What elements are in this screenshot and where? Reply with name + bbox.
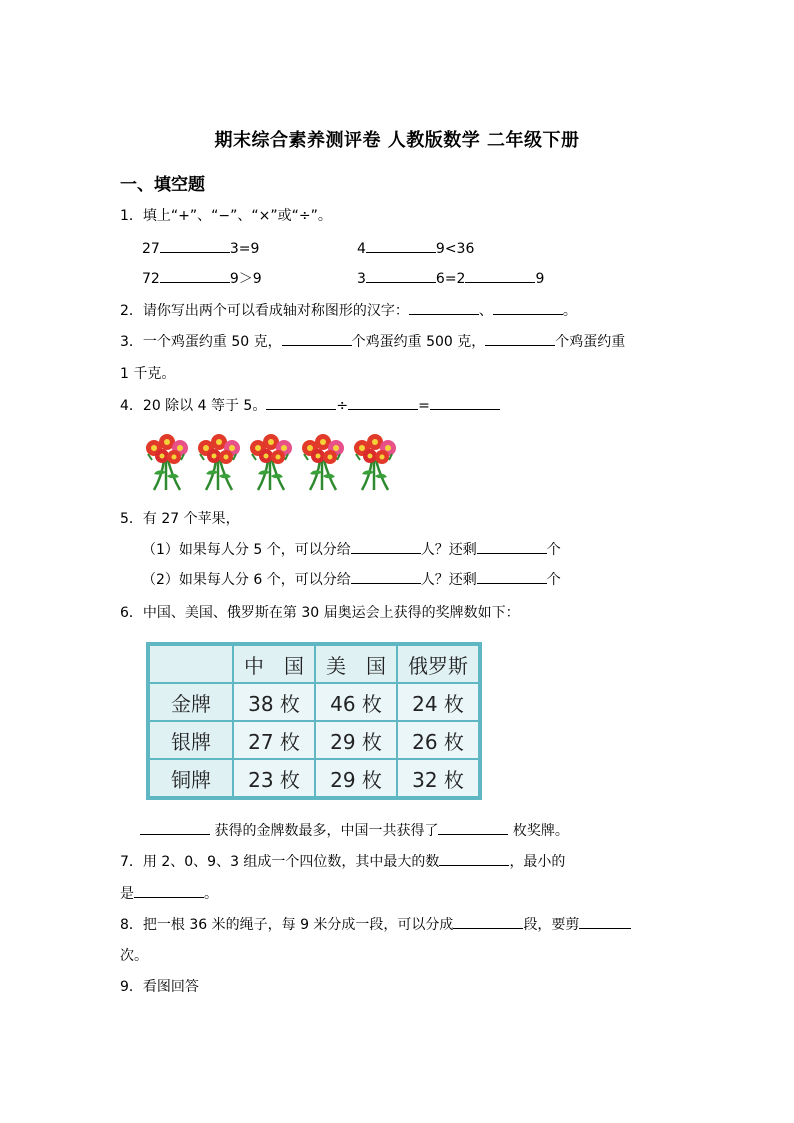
q5-s1-text-a: （1）如果每人分 5 个，可以分给: [142, 542, 351, 558]
flower-bunch-icon: [354, 434, 396, 490]
q7-line-2: [120, 885, 218, 903]
answer-blank[interactable]: [282, 333, 352, 346]
page-title: 期末综合素养测评卷 人教版数学 二年级下册: [214, 130, 580, 151]
q8-line: [120, 916, 631, 934]
answer-blank[interactable]: [351, 571, 421, 584]
answer-blank[interactable]: [160, 240, 230, 253]
q5-s2-text-c: 个: [546, 572, 561, 588]
section-heading: 一、填空题: [120, 175, 205, 195]
q5-sub-2: [142, 571, 561, 589]
q2-end: 。: [562, 303, 577, 319]
q6-answer-text-b: 枚奖牌。: [512, 823, 569, 839]
q1-d-mid: 6=2: [435, 271, 466, 287]
table-row-label: 金牌: [149, 683, 233, 721]
q3-line-2: 1 千克。: [120, 366, 176, 382]
q1-row-d: [357, 270, 544, 288]
table-cell: 38 枚: [233, 683, 315, 721]
q6-answer-line: [140, 822, 569, 840]
q7-text-3: 是: [120, 886, 134, 902]
q5-s1-text-b: 人？还剩: [420, 542, 477, 558]
answer-blank[interactable]: [348, 397, 418, 410]
flowers-illustration: [140, 426, 400, 492]
q7-line: [120, 853, 565, 871]
answer-blank[interactable]: [453, 916, 523, 929]
q8-text-1: 8．把一根 36 米的绳子，每 9 米分成一段，可以分成: [120, 917, 454, 933]
answer-blank[interactable]: [477, 541, 547, 554]
q5-stem: 5．有 27 个苹果，: [120, 511, 240, 527]
q1-a-left: 27: [142, 241, 160, 257]
q3-text-2: 个鸡蛋约重 500 克，: [351, 334, 486, 350]
q3-text-3: 个鸡蛋约重: [555, 334, 626, 350]
q5-s1-text-c: 个: [546, 542, 561, 558]
table-header-cell: 俄罗斯: [397, 645, 479, 683]
table-header-cell: [149, 645, 233, 683]
q4-div: ÷: [336, 398, 349, 414]
q8-line-2: 次。: [120, 948, 148, 964]
table-header-cell: 中 国: [233, 645, 315, 683]
answer-blank[interactable]: [439, 853, 509, 866]
q6-stem: 6．中国、美国、俄罗斯在第 30 届奥运会上获得的奖牌数如下：: [120, 605, 520, 621]
table-cell: 29 枚: [315, 759, 397, 797]
q9-line: 9．看图回答: [120, 979, 199, 995]
q1-row-a: [142, 240, 259, 258]
answer-blank[interactable]: [409, 302, 479, 315]
table-cell: 27 枚: [233, 721, 315, 759]
answer-blank[interactable]: [140, 822, 210, 835]
q5-sub-1: [142, 541, 561, 559]
table-row: [149, 759, 479, 797]
q1-stem: 1．填上“+”、“−”、“×”或“÷”。: [120, 208, 332, 224]
answer-blank[interactable]: [266, 397, 336, 410]
q4-line: [120, 397, 500, 415]
q1-c-left: 72: [142, 271, 160, 287]
q5-s2-text-b: 人？还剩: [420, 572, 477, 588]
q4-text: 4．20 除以 4 等于 5。: [120, 398, 267, 414]
q1-b-left: 4: [357, 241, 366, 257]
answer-blank[interactable]: [485, 333, 555, 346]
table-cell: 46 枚: [315, 683, 397, 721]
answer-blank[interactable]: [430, 397, 500, 410]
q4-eq: =: [418, 398, 430, 414]
q1-row-b: [357, 240, 474, 258]
q1-row-c: [142, 270, 262, 288]
table-cell: 29 枚: [315, 721, 397, 759]
table-cell: 23 枚: [233, 759, 315, 797]
q3-line: [120, 333, 625, 351]
table-row-label: 银牌: [149, 721, 233, 759]
table-cell: 26 枚: [397, 721, 479, 759]
q7-text-4: 。: [204, 886, 218, 902]
q7-text-1: 7．用 2、0、9、3 组成一个四位数，其中最大的数: [120, 854, 440, 870]
answer-blank[interactable]: [579, 916, 631, 929]
q1-c-right: 9＞9: [229, 271, 262, 287]
q6-answer-text-a: 获得的金牌数最多，中国一共获得了: [214, 823, 439, 839]
q7-text-2: ，最小的: [509, 854, 566, 870]
flower-bunch-icon: [250, 434, 292, 490]
q8-text-2: 段，要剪: [523, 917, 580, 933]
table-row: [149, 683, 479, 721]
table-row-label: 铜牌: [149, 759, 233, 797]
answer-blank[interactable]: [134, 885, 204, 898]
q1-a-right: 3=9: [229, 241, 260, 257]
table-cell: 24 枚: [397, 683, 479, 721]
flower-bunch-icon: [198, 434, 240, 490]
q1-d-left: 3: [357, 271, 366, 287]
table-header-cell: 美 国: [315, 645, 397, 683]
q3-text-1: 3．一个鸡蛋约重 50 克，: [120, 334, 282, 350]
answer-blank[interactable]: [438, 822, 508, 835]
q2-sep: 、: [478, 303, 493, 319]
q2-line: [120, 302, 577, 320]
answer-blank[interactable]: [465, 270, 535, 283]
answer-blank[interactable]: [366, 240, 436, 253]
answer-blank[interactable]: [366, 270, 436, 283]
answer-blank[interactable]: [493, 302, 563, 315]
answer-blank[interactable]: [160, 270, 230, 283]
flower-bunch-icon: [146, 434, 188, 490]
q5-s2-text-a: （2）如果每人分 6 个，可以分给: [142, 572, 351, 588]
q2-text: 2．请你写出两个可以看成轴对称图形的汉字：: [120, 303, 409, 319]
table-row: [149, 721, 479, 759]
answer-blank[interactable]: [477, 571, 547, 584]
flower-bunch-icon: [302, 434, 344, 490]
table-header-row: [149, 645, 479, 683]
medal-table: [146, 642, 482, 800]
table-cell: 32 枚: [397, 759, 479, 797]
answer-blank[interactable]: [351, 541, 421, 554]
q1-d-right: 9: [535, 271, 545, 287]
q1-b-right: 9<36: [435, 241, 475, 257]
